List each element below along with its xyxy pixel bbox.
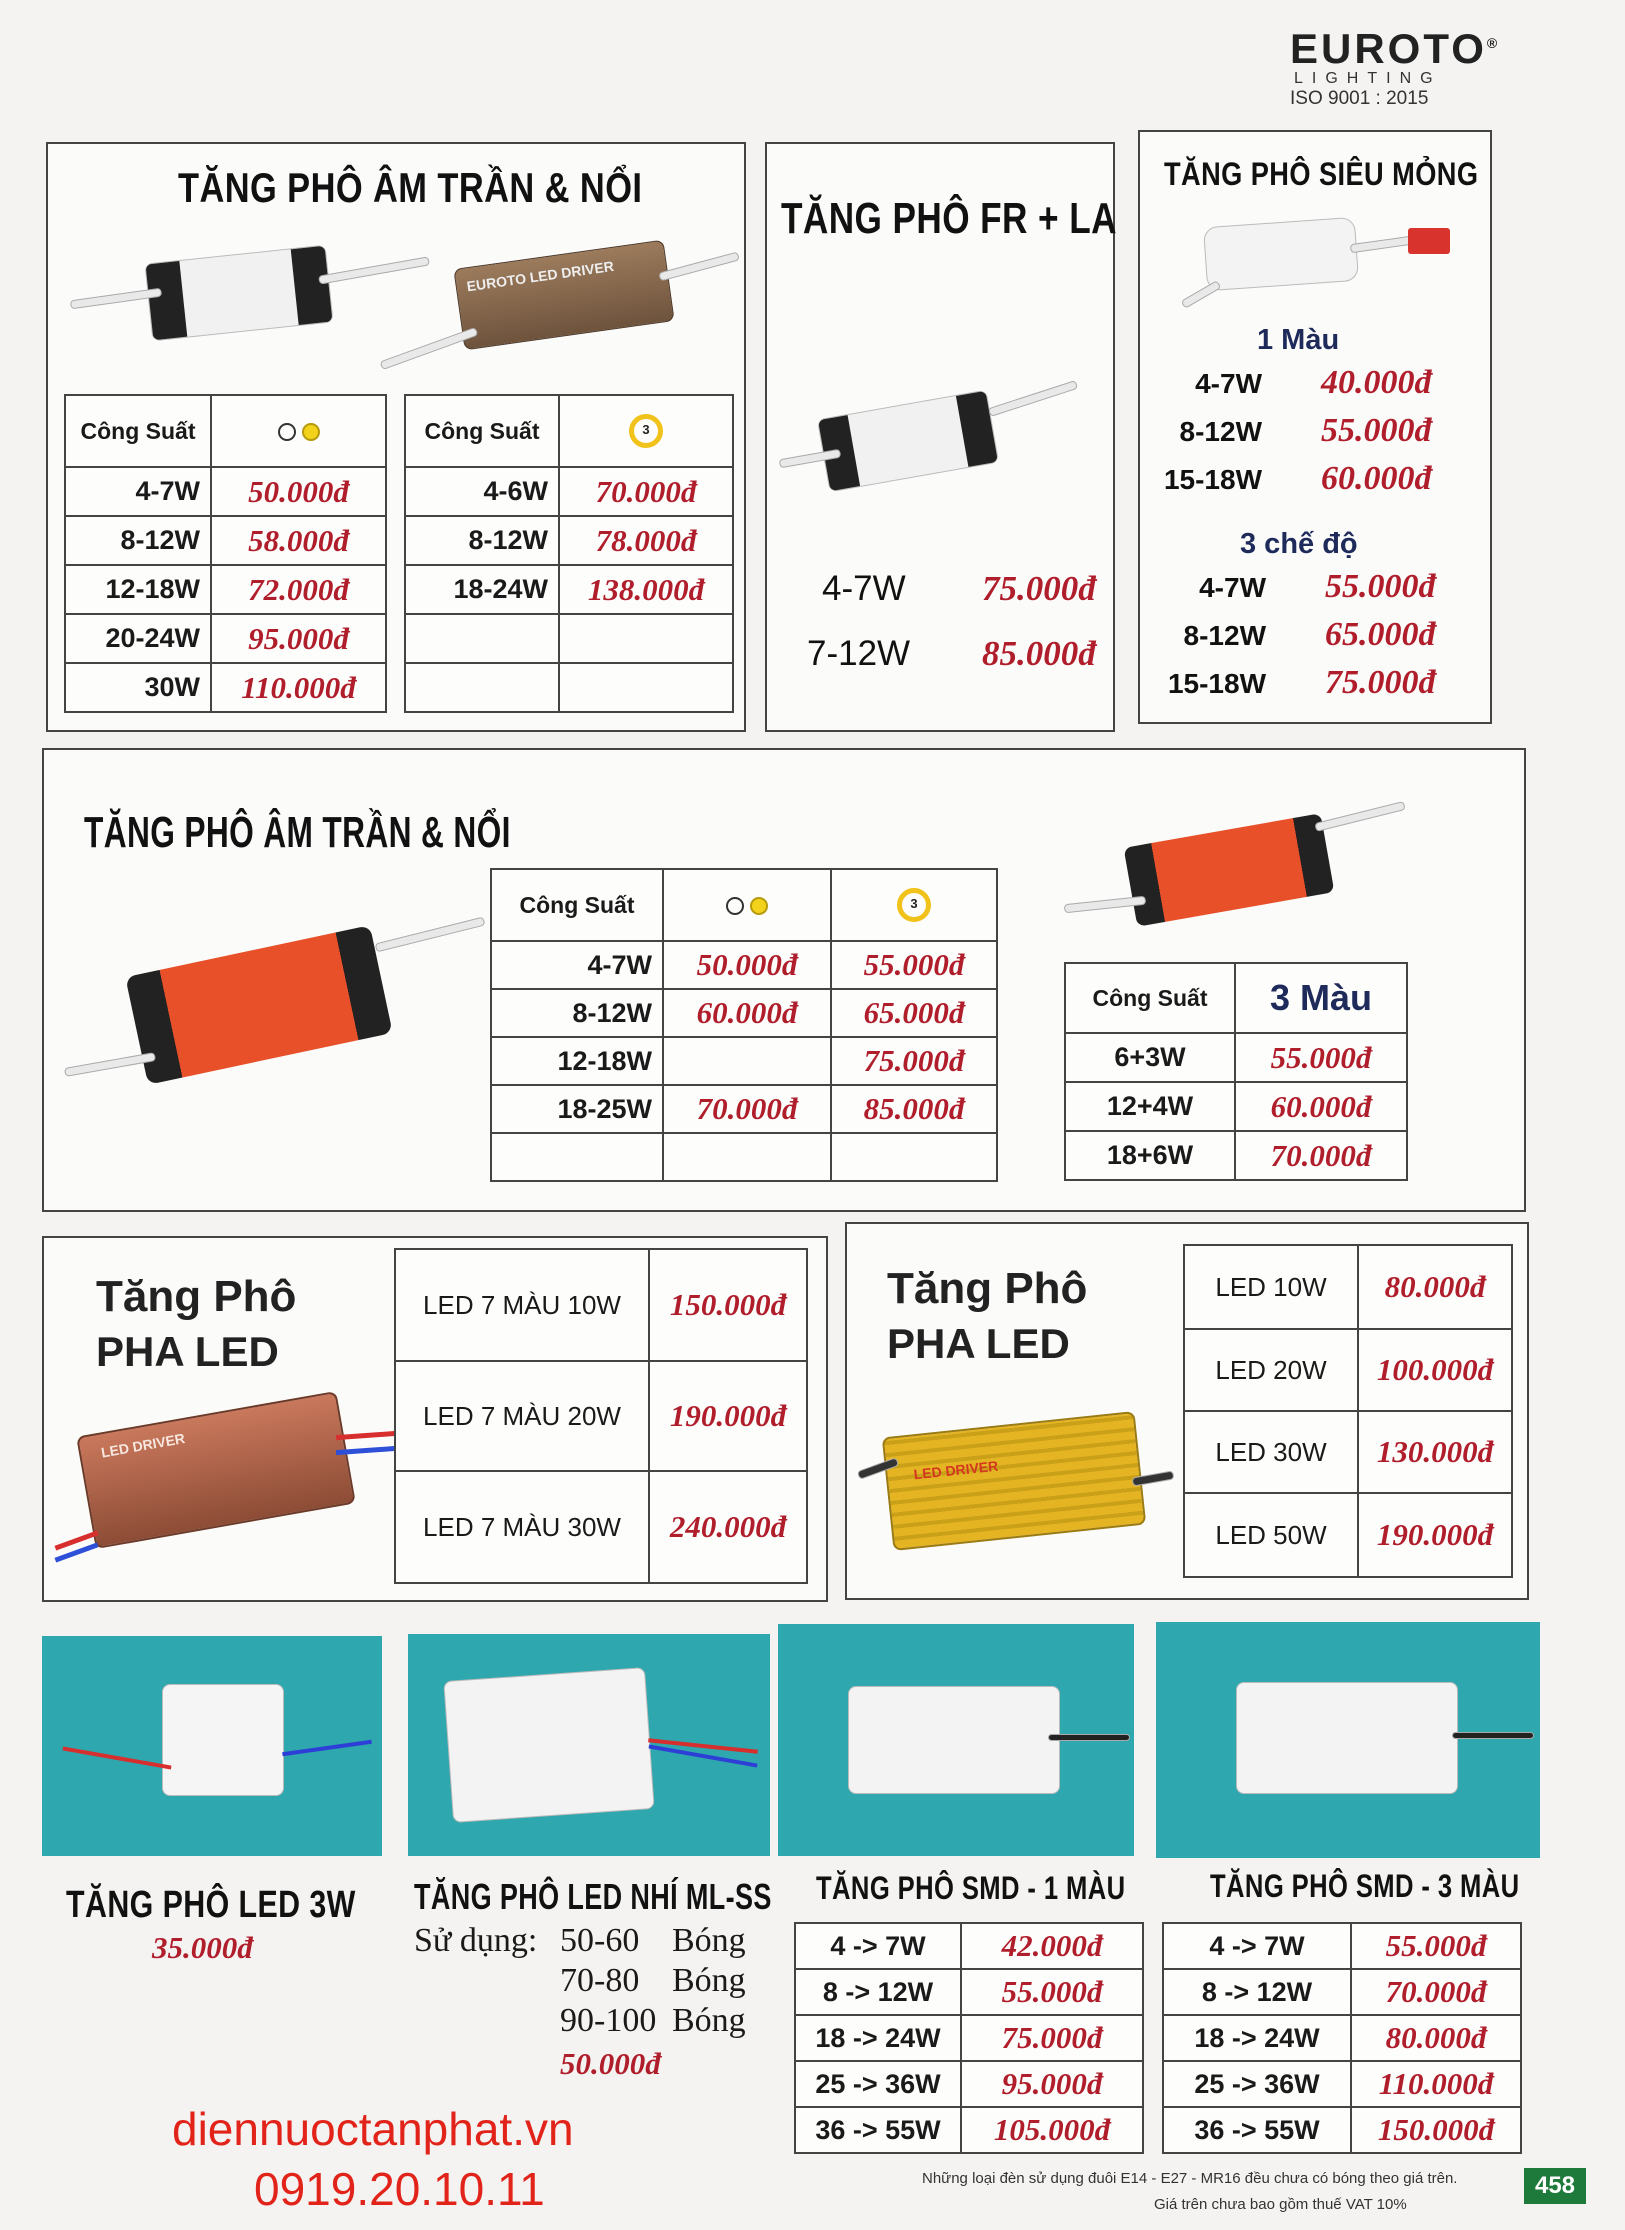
table-row [405, 614, 733, 663]
table-row: 8-12W 58.000đ [65, 516, 386, 565]
table-p4 [1162, 1922, 1522, 2154]
section-sieu-mong: TĂNG PHÔ SIÊU MỎNG 1 Màu 4-7W 40.000đ 8-12W 55.000đ 15-18W 60.000đ 3 chế độ 4-7W 55.000đ 8-12W 65.000đ 15-18W 75.000đ [1138, 130, 1492, 724]
product-title: TĂNG PHÔ SMD - 1 MÀU [816, 1870, 1126, 1906]
section-fr-la [765, 142, 1115, 732]
table-s1-2 [404, 394, 734, 713]
footer-note-2: Giá trên chưa bao gồm thuế VAT 10% [1154, 2196, 1407, 2213]
product-led-nhi-image [408, 1634, 770, 1856]
product-smd-1-mau-image [778, 1624, 1134, 1856]
table-row: LED 7 MÀU 30W 240.000đ [395, 1471, 807, 1583]
section-title-2: PHA LED [96, 1328, 279, 1375]
table-row: 8-12W 60.000đ 65.000đ [491, 989, 997, 1037]
product-title: TĂNG PHÔ LED NHÍ ML-SS [414, 1876, 772, 1917]
blue-wire [282, 1740, 372, 1756]
fr-la-price-1: 75.000đ [982, 569, 1096, 608]
section-title-1: Tăng Phô [96, 1272, 297, 1321]
col-header-three-mode [559, 395, 733, 467]
table-p3 [794, 1922, 1144, 2154]
table-row: 18 -> 24W 75.000đ [795, 2015, 1143, 2061]
section-pha-led-1 [42, 1236, 828, 1602]
brand-sub: LIGHTING [1294, 70, 1442, 87]
wire [64, 1052, 156, 1077]
table-row [491, 1133, 997, 1181]
wire [380, 327, 479, 370]
table-row: 4-7W 50.000đ [65, 467, 386, 516]
section-am-tran-noi-1 [46, 142, 746, 732]
three-mode-badge-icon: 3 [629, 414, 663, 448]
three-mode-badge-icon: 3 [897, 888, 931, 922]
table-row: 18+6W 70.000đ [1065, 1131, 1407, 1180]
section-title-1: Tăng Phô [887, 1264, 1088, 1313]
driver-orange-image [125, 925, 392, 1085]
website-link[interactable]: diennuoctanphat.vn [172, 2103, 574, 2155]
brand-iso: ISO 9001 : 2015 [1290, 88, 1429, 109]
table-row: LED 7 MÀU 20W 190.000đ [395, 1361, 807, 1471]
driver-white-image [144, 245, 333, 342]
table-row: LED 20W 100.000đ [1184, 1329, 1512, 1411]
section-title: TĂNG PHÔ FR + LA [781, 194, 1117, 243]
fr-la-w-1: 4-7W [822, 569, 906, 608]
driver-brown-image: EUROTO LED DRIVER [453, 240, 674, 351]
table-s5 [394, 1248, 808, 1584]
table-row: 4-6W 70.000đ [405, 467, 733, 516]
col-header-cong-suat: Công Suất [65, 395, 211, 467]
table-header-row [65, 395, 386, 467]
footer-note-1: Những loại đèn sử dụng đuôi E14 - E27 - MR16 đều chưa có bóng theo giá trên. [922, 2170, 1458, 2187]
product-led-3w-image [42, 1636, 382, 1856]
product-title: TĂNG PHÔ LED 3W [66, 1884, 356, 1926]
table-s4-2 [1064, 962, 1408, 1181]
table-row: LED 50W 190.000đ [1184, 1493, 1512, 1577]
table-row: 8-12W 78.000đ [405, 516, 733, 565]
section-pha-led-2 [845, 1222, 1529, 1600]
table-row: 8 -> 12W 55.000đ [795, 1969, 1143, 2015]
product-use-label: Sử dụng: [414, 1922, 538, 1959]
group-1-mau-label: 1 Màu [1257, 324, 1340, 356]
section-title-2: PHA LED [887, 1320, 1070, 1367]
yellow-dot-icon [750, 897, 768, 915]
fr-la-w-2: 7-12W [807, 634, 911, 673]
brand-logo [1290, 22, 1501, 110]
wire [658, 252, 740, 282]
table-row: 18-25W 70.000đ 85.000đ [491, 1085, 997, 1133]
table-header-row: Công Suất 3 Màu [1065, 963, 1407, 1033]
wire [375, 917, 486, 953]
table-row: 4-7W 50.000đ 55.000đ [491, 941, 997, 989]
table-row: 12-18W 75.000đ [491, 1037, 997, 1085]
white-dot-icon [726, 897, 744, 915]
section-title: TĂNG PHÔ SIÊU MỎNG [1164, 156, 1479, 192]
red-connector [1408, 228, 1450, 254]
table-row: 18-24W 138.000đ [405, 565, 733, 614]
wire [1314, 801, 1405, 832]
table-row [405, 663, 733, 712]
table-row: 25 -> 36W 95.000đ [795, 2061, 1143, 2107]
table-row: 25 -> 36W 110.000đ [1163, 2061, 1521, 2107]
phone-number[interactable]: 0919.20.10.11 [254, 2163, 545, 2215]
yellow-dot-icon [302, 423, 320, 441]
table-header-row [405, 395, 733, 467]
table-row: 36 -> 55W 150.000đ [1163, 2107, 1521, 2153]
table-s1-1 [64, 394, 387, 713]
product-price: 35.000đ [152, 1930, 253, 1965]
table-row: 6+3W 55.000đ [1065, 1033, 1407, 1082]
table-row: LED 10W 80.000đ [1184, 1245, 1512, 1329]
table-row: 12+4W 60.000đ [1065, 1082, 1407, 1131]
table-row: LED 30W 130.000đ [1184, 1411, 1512, 1493]
driver-orange-small-image [1124, 813, 1335, 927]
table-row: 8 -> 12W 70.000đ [1163, 1969, 1521, 2015]
table-row: 4 -> 7W 42.000đ [795, 1923, 1143, 1969]
driver-white-image [817, 390, 999, 493]
col-header-two-dots [211, 395, 386, 467]
red-wire [62, 1746, 171, 1769]
product-title: TĂNG PHÔ SMD - 3 MÀU [1210, 1868, 1520, 1904]
section-title: TĂNG PHÔ ÂM TRẦN & NỔI [178, 164, 643, 211]
page-number: 458 [1524, 2168, 1586, 2204]
wire [1350, 236, 1413, 254]
section-title: TĂNG PHÔ ÂM TRẦN & NỔI [84, 808, 511, 857]
brand-name: EUROTO® [1290, 25, 1501, 72]
table-s6 [1183, 1244, 1513, 1578]
table-row: 30W 110.000đ [65, 663, 386, 712]
col-header-cong-suat: Công Suất [405, 395, 559, 467]
table-row: 4 -> 7W 55.000đ [1163, 1923, 1521, 1969]
wire [1181, 280, 1222, 309]
section-am-tran-noi-2 [42, 748, 1526, 1212]
table-row: 20-24W 95.000đ [65, 614, 386, 663]
wire [318, 256, 430, 284]
white-dot-icon [278, 423, 296, 441]
table-row: 18 -> 24W 80.000đ [1163, 2015, 1521, 2061]
fr-la-price-2: 85.000đ [982, 634, 1096, 673]
group-3-che-do-label: 3 chế độ [1240, 528, 1358, 560]
driver-copper-image: LED DRIVER [76, 1391, 356, 1549]
product-price: 50.000đ [560, 2046, 661, 2081]
red-wire [336, 1431, 396, 1440]
driver-slim-image [1203, 217, 1359, 291]
table-row: 36 -> 55W 105.000đ [795, 2107, 1143, 2153]
table-row: 12-18W 72.000đ [65, 565, 386, 614]
product-smd-3-mau-image [1156, 1622, 1540, 1858]
table-header-row: Công Suất 3 [491, 869, 997, 941]
driver-gold-image: LED DRIVER [882, 1411, 1147, 1551]
wire [988, 380, 1078, 417]
table-s4-1 [490, 868, 998, 1182]
table-row: LED 7 MÀU 10W 150.000đ [395, 1249, 807, 1361]
